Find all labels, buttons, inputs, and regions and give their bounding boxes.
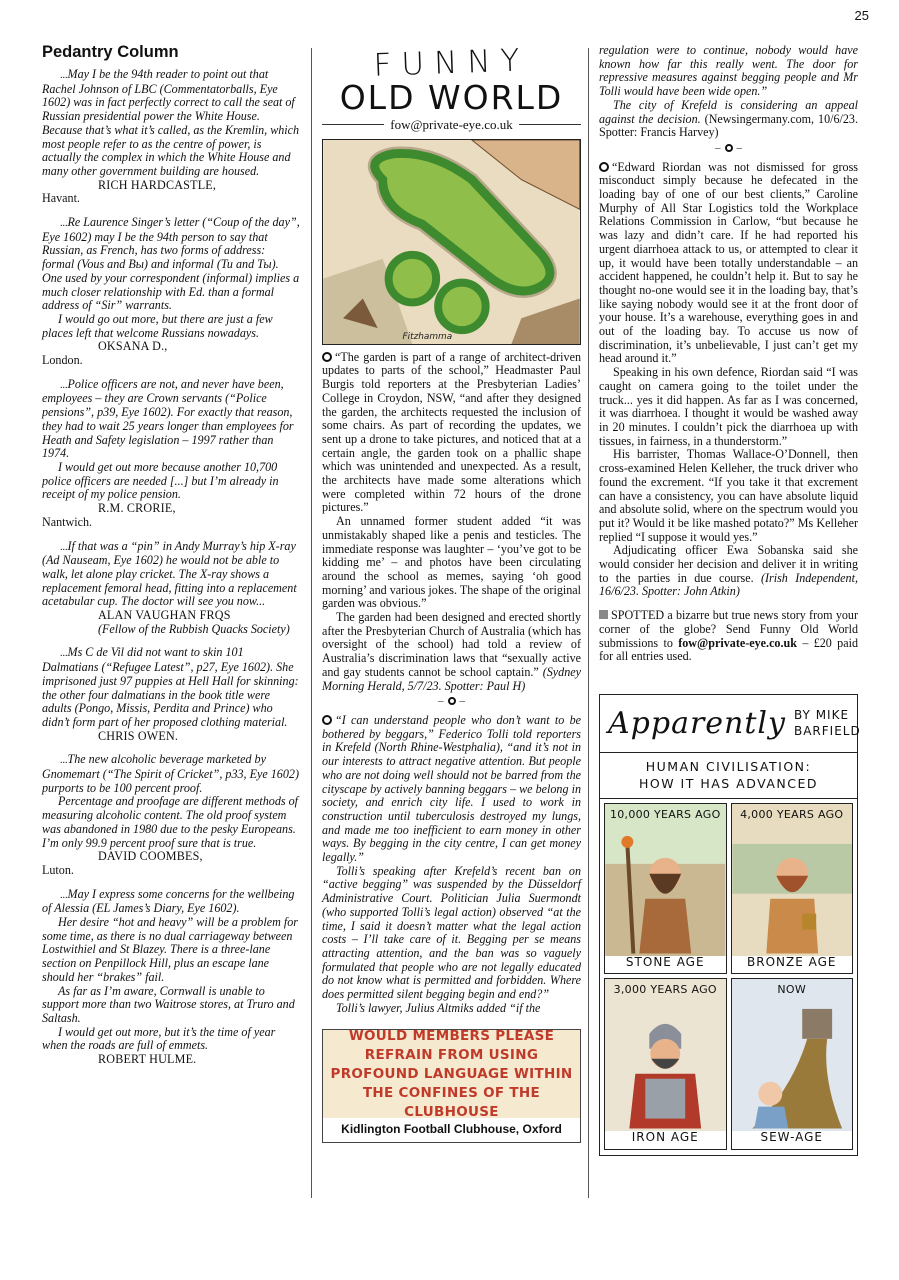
panel-1-bottom: STONE AGE (605, 956, 726, 974)
fow-column (322, 42, 581, 1143)
fow-story-garden (322, 351, 581, 694)
ellipsis: ... (60, 889, 68, 901)
story-source: (Irish Independent, 16/6/23. Spotter: John Atkin) (599, 570, 858, 599)
letter-paragraph (42, 646, 300, 729)
letter-signature: OKSANA D., (98, 339, 168, 354)
story-text: An unnamed former student added “it was unmistakably shaped like a penis and testicles. The immediate response was laughter – ‘you’ve got to be kidding me’ – and photos have been circulating around the school as memes, saying ‘oh good morning’ and various jokes. The shape of the original garden was obvious.” (322, 514, 581, 611)
panel-4-bottom: SEW-AGE (732, 1131, 853, 1149)
fow-email[interactable]: fow@private-eye.co.uk (390, 117, 513, 132)
story2-para2: The city of Krefeld is considering an appeal against the decision. (599, 97, 858, 126)
spotted-tail: – £20 paid for all entries used. (599, 635, 858, 664)
letter (42, 68, 300, 206)
letter-text: May I express some concerns for the wellbeing of Alessia (EL James’s Diary, Eye 1602). (42, 886, 295, 916)
story-paragraph (599, 448, 858, 544)
story-text: The garden had been designed and erected shortly after the Presbyterian Church of Australia (which has oversight of the school) had told a review of Australia’s discrimination laws that “sexually active and gay students cannot be school captain.” (322, 610, 581, 679)
fow-title-line1: FUNNY (372, 42, 530, 84)
story-text: “Edward Riordan was not dismissed for gross misconduct simply because he defecated in the loading bay of one of our best clients,” Caroline Murphy of All Star Logistics told the Workplace Relations Commission in Carlow, “but because he was lazy and didn’t care. If he had reported his urgent diarrhoea attack to us, or attempted to clear it up, it would have been totally understandable – an accident happened, he couldn’t help it. But to say he thought no-one would see it in the loading bay, that’s like saying nobody would see it at the front door of your house. It’s a warehouse, everything goes in and out of the loading bay. To accuse us now of discrimination, it’s unbelievable, I just can’t get my head around it.” (599, 159, 858, 366)
letter-paragraph (42, 378, 300, 461)
story-separator-2: – – (715, 141, 742, 154)
garden-cartoon (322, 139, 581, 345)
fow-email-rule (322, 118, 581, 132)
ellipsis: ... (60, 218, 68, 230)
letter-place: Nantwich. (42, 514, 93, 529)
story2-source: (Newsingermany.com, 10/6/23. Spotter: Francis Harvey) (599, 111, 858, 140)
fow-title-line2: OLD WORLD (339, 78, 564, 117)
story-text: His barrister, Thomas Wallace-O’Donnell, then cross-examined Helen Kelleher, the truck driver who found the excrement. “If you take it that excrement can have a consistency, you can have absolute liquid and absolute solid, where on the spectrum would you put it? Would it be like mashed potato?” Ms Kelleher replied “I suppose it would yes.” (599, 447, 858, 544)
clubhouse-sign-photo (322, 1029, 581, 1143)
spotted-text: SPOTTED a bizarre but true news story from your corner of the globe? Send Funny Old World submissions to (599, 608, 858, 650)
panel-3-top: 3,000 YEARS AGO (613, 983, 717, 997)
spotted-email[interactable]: fow@private-eye.co.uk (678, 635, 797, 650)
fow-story-begging (322, 714, 581, 1015)
letter-paragraph: Her desire “hot and heavy” will be a problem for some time, as there is no dual carriageway between Lostwithiel and St Blazey. There is a three-lane section on Penpillock Hill, plus an escape lane should her “brakes” fail. (42, 915, 298, 984)
letters-list (42, 68, 300, 1067)
letter-signature: DAVID COOMBES, (98, 849, 203, 864)
story-paragraph (322, 351, 581, 515)
letter (42, 646, 300, 743)
ellipsis: ... (60, 755, 68, 767)
pedantry-column (42, 42, 300, 1077)
cartoon-signature: Fitzhamma (402, 331, 453, 342)
bullet-icon (322, 715, 332, 725)
story-paragraph (322, 515, 581, 611)
spotted-note (599, 609, 858, 664)
story-text: “I can understand people who don’t want to be bothered by beggars,” Federico Tolli told reporters in Krefeld (North Rhine-Westphalia), “and it’s not in our interests to attract negative attention. But people who are not doing well should not be barred from the cityscape by actively banning beggars – we belong in society, and enrich city life. I used to work in construction until tuberculosis destroyed my lungs, and made me too inefficient to earn money in other ways. By begging in the city centre, I can get money legally.” (322, 712, 581, 865)
strip-subtitle-1: HUMAN CIVILISATION: (645, 758, 812, 774)
letter-paragraph: I would get out more, but it’s the time of year when the roads are full of emmets. (42, 1024, 276, 1053)
ellipsis: ... (60, 541, 68, 553)
letter (42, 378, 300, 530)
begging-story-continued (599, 44, 858, 140)
bullet-icon (599, 162, 609, 172)
letter-text: Police officers are not, and never have been, employees – they are Crown servants (“Police pensions”, p39, Eye 1602). For exactly that reason, they had to wait 25 years longer than employees for Heath and Safety legislation – 1997 rather than 1974. (42, 376, 294, 461)
letter-text: If that was a “pin” in Andy Murray’s hip X-ray (Ad Nauseam, Eye 1602) he would not be able to walk, let alone play cricket. The X-ray shows a replacement femoral head, fitting into a replacement acetabular cup. The doctor will see you now... (42, 538, 297, 609)
column-divider-2 (588, 48, 589, 1198)
page-number: 25 (854, 8, 869, 23)
panel-3-bottom: IRON AGE (605, 1131, 726, 1149)
pedantry-title: Pedantry Column (42, 43, 179, 61)
story-paragraph (322, 714, 581, 865)
story-separator: – – (438, 695, 465, 708)
panel-iron-age (604, 978, 727, 1150)
strip-byline-2: BARFIELD (793, 724, 861, 739)
letter (42, 753, 300, 877)
story-text: “The garden is part of a range of architect-driven updates to parts of the school,” Headmaster Paul Burgis told reporters at the Presbyterian Ladies’ College in Croydon, NSW, “and after they designed the garden, the architects requested the inclusion of some chairs. As part of recording the updates, we sent up a drone to take pictures, and noticed that at a certain angle, the garden took on a phallic shape which was unintended and unexpected. As a result, the architects have made some alterations which were completed within 72 hours of the drone pictures.” (322, 349, 581, 515)
fow-story-riordan (599, 161, 858, 600)
letter-signature: ALAN VAUGHAN FRQS (98, 608, 231, 623)
story-text: Tolli’s speaking after Krefeld’s recent ban on “active begging” was suspended by the Düsseldorf Administrative Court. Politician Julia Suermondt (who supported Tolli’s legal action) observed “at the time, I said it doesn’t matter what the legal action costs – I’ll take care of it. Begging per se means attracting attention, and the ban was so vaguely formulated that people who are not legally educated do not know what is permitted and forbidden. Where does permitted silent begging begin and end?” (322, 863, 581, 1002)
letter-text: Ms C de Vil did not want to skin 101 Dalmatians (“Refugee Latest”, p27, Eye 1602). She imprisoned just 97 puppies at Hell Hall for skinning: the other four dalmatians in the book title were adults (Pongo, Missis, Perdita and Prince) who didn’t form part of her proposed clothing material. (42, 645, 299, 729)
story-source: (Sydney Morning Herald, 5/7/23. Spotter: Paul H) (322, 664, 581, 693)
ellipsis: ... (60, 70, 68, 81)
strip-title: Apparently (608, 705, 786, 741)
story-text: Adjudicating officer Ewa Sobanska said she would consider her decision and deliver it in writing to the parties in due course. (599, 543, 858, 585)
letter-text: The new alcoholic beverage marketed by Gnomemart (“The Spirit of Cricket”, p33, Eye 1602) purports to be 100 percent proof. (42, 752, 299, 795)
sign-text: WOULD MEMBERS PLEASE REFRAIN FROM USING PROFOUND LANGUAGE WITHIN THE CONFINES OF THE CLUBHOUSE (330, 1027, 573, 1120)
fow-masthead (322, 42, 581, 117)
story-paragraph (599, 161, 858, 367)
sign-caption: Kidlington Football Clubhouse, Oxford (341, 1122, 562, 1137)
letter-text: Re Laurence Singer’s letter (“Coup of the day”, Eye 1602) may I be the 94th person to say that Russian, as French, has two forms of address: formal (Vous and Вы) and informal (Tu and Ты). One used by your correspondent (informal) implies a much closer relationship with Ed. than a formal address of “Sir” warrants. (42, 215, 300, 313)
story-paragraph (322, 865, 581, 1002)
letter-paragraph: Percentage and proofage are different methods of measuring alcoholic content. The old proof system was abandoned in 1980 due to the pesky Europeans. I’m only 99.9 percent proof sure that is true. (42, 794, 299, 850)
story-paragraph (322, 1002, 581, 1016)
letter (42, 888, 300, 1067)
letter-paragraph (42, 68, 300, 179)
letter-place: London. (42, 353, 83, 368)
ellipsis: ... (60, 379, 68, 391)
garden-circle-right (438, 282, 486, 330)
col3 (599, 43, 861, 1156)
panel-now (731, 978, 854, 1150)
panel-bronze-age (731, 803, 854, 975)
letter-paragraph: I would get out more because another 10,700 police officers are needed [...] but I’m already in receipt of my police pension. (42, 459, 279, 502)
letter-paragraph (42, 888, 300, 916)
story-paragraph (322, 611, 581, 693)
panel-1-top: 10,000 YEARS AGO (609, 807, 721, 821)
story-text: Speaking in his own defence, Riordan said “I was caught on camera going to the toilet under the truck... yes it did happen. As far as I was concerned, it was diarrhoea. I thought it would be washed away in 20 minutes. I couldn’t pick the diarrhoea up with tissues, in fairness, in a thunderstorm.” (599, 365, 858, 448)
panel-2-top: 4,000 YEARS AGO (740, 807, 844, 821)
letter-signature: RICH HARDCASTLE, (98, 177, 217, 192)
letter-signature: R.M. CRORIE, (98, 501, 176, 516)
letter-signature: CHRIS OWEN. (98, 728, 179, 743)
column-divider (311, 48, 312, 1198)
letter-signature-extra: (Fellow of the Rubbish Quacks Society) (98, 621, 290, 636)
letter (42, 540, 300, 637)
story2-cont: regulation were to continue, nobody would have known how far this really went. The door for repressive measures against begging people and Mr Tolli would have been wide open.” (599, 43, 858, 99)
story-paragraph (599, 544, 858, 599)
panel-2-bottom: BRONZE AGE (732, 956, 853, 974)
letter-paragraph (42, 753, 300, 795)
panel-4-top: NOW (777, 983, 807, 997)
letter-text: May I be the 94th reader to point out that Rachel Johnson of LBC (Commentatorballs, Eye 1602) was in fact perfectly correct to call the seat of Russian presidential power the White House. Because that’s what it’s called, as the Kremlin, which most people refer to as the centre of power, is actually the complex in which the White House and many other government building are housed. (42, 67, 300, 178)
strip-subtitle-2: HOW IT HAS ADVANCED (638, 775, 819, 791)
letter-paragraph (42, 540, 300, 610)
strip-byline-1: BY MIKE (793, 708, 850, 723)
bullet-icon (322, 352, 332, 362)
ellipsis: ... (60, 648, 68, 660)
letter-paragraph (42, 216, 300, 313)
panel-stone-age (604, 803, 727, 975)
letter-place: Havant. (42, 191, 80, 206)
letter-paragraph: As far as I’m aware, Cornwall is unable to support more than two Waitrose stores, at Truro and Saltash. (42, 983, 295, 1025)
letter-paragraph: I would go out more, but there are just a few places left that welcome Russians nowadays. (42, 311, 273, 340)
letter (42, 216, 300, 368)
letter-place: Luton. (42, 862, 74, 877)
garden-circle-left (389, 255, 437, 303)
story-text: Tolli’s lawyer, Julius Altmiks added “if the (336, 1000, 541, 1015)
letter-signature: ROBERT HULME. (98, 1052, 197, 1067)
apparently-comic-strip (599, 694, 861, 1156)
story-paragraph (599, 366, 858, 448)
